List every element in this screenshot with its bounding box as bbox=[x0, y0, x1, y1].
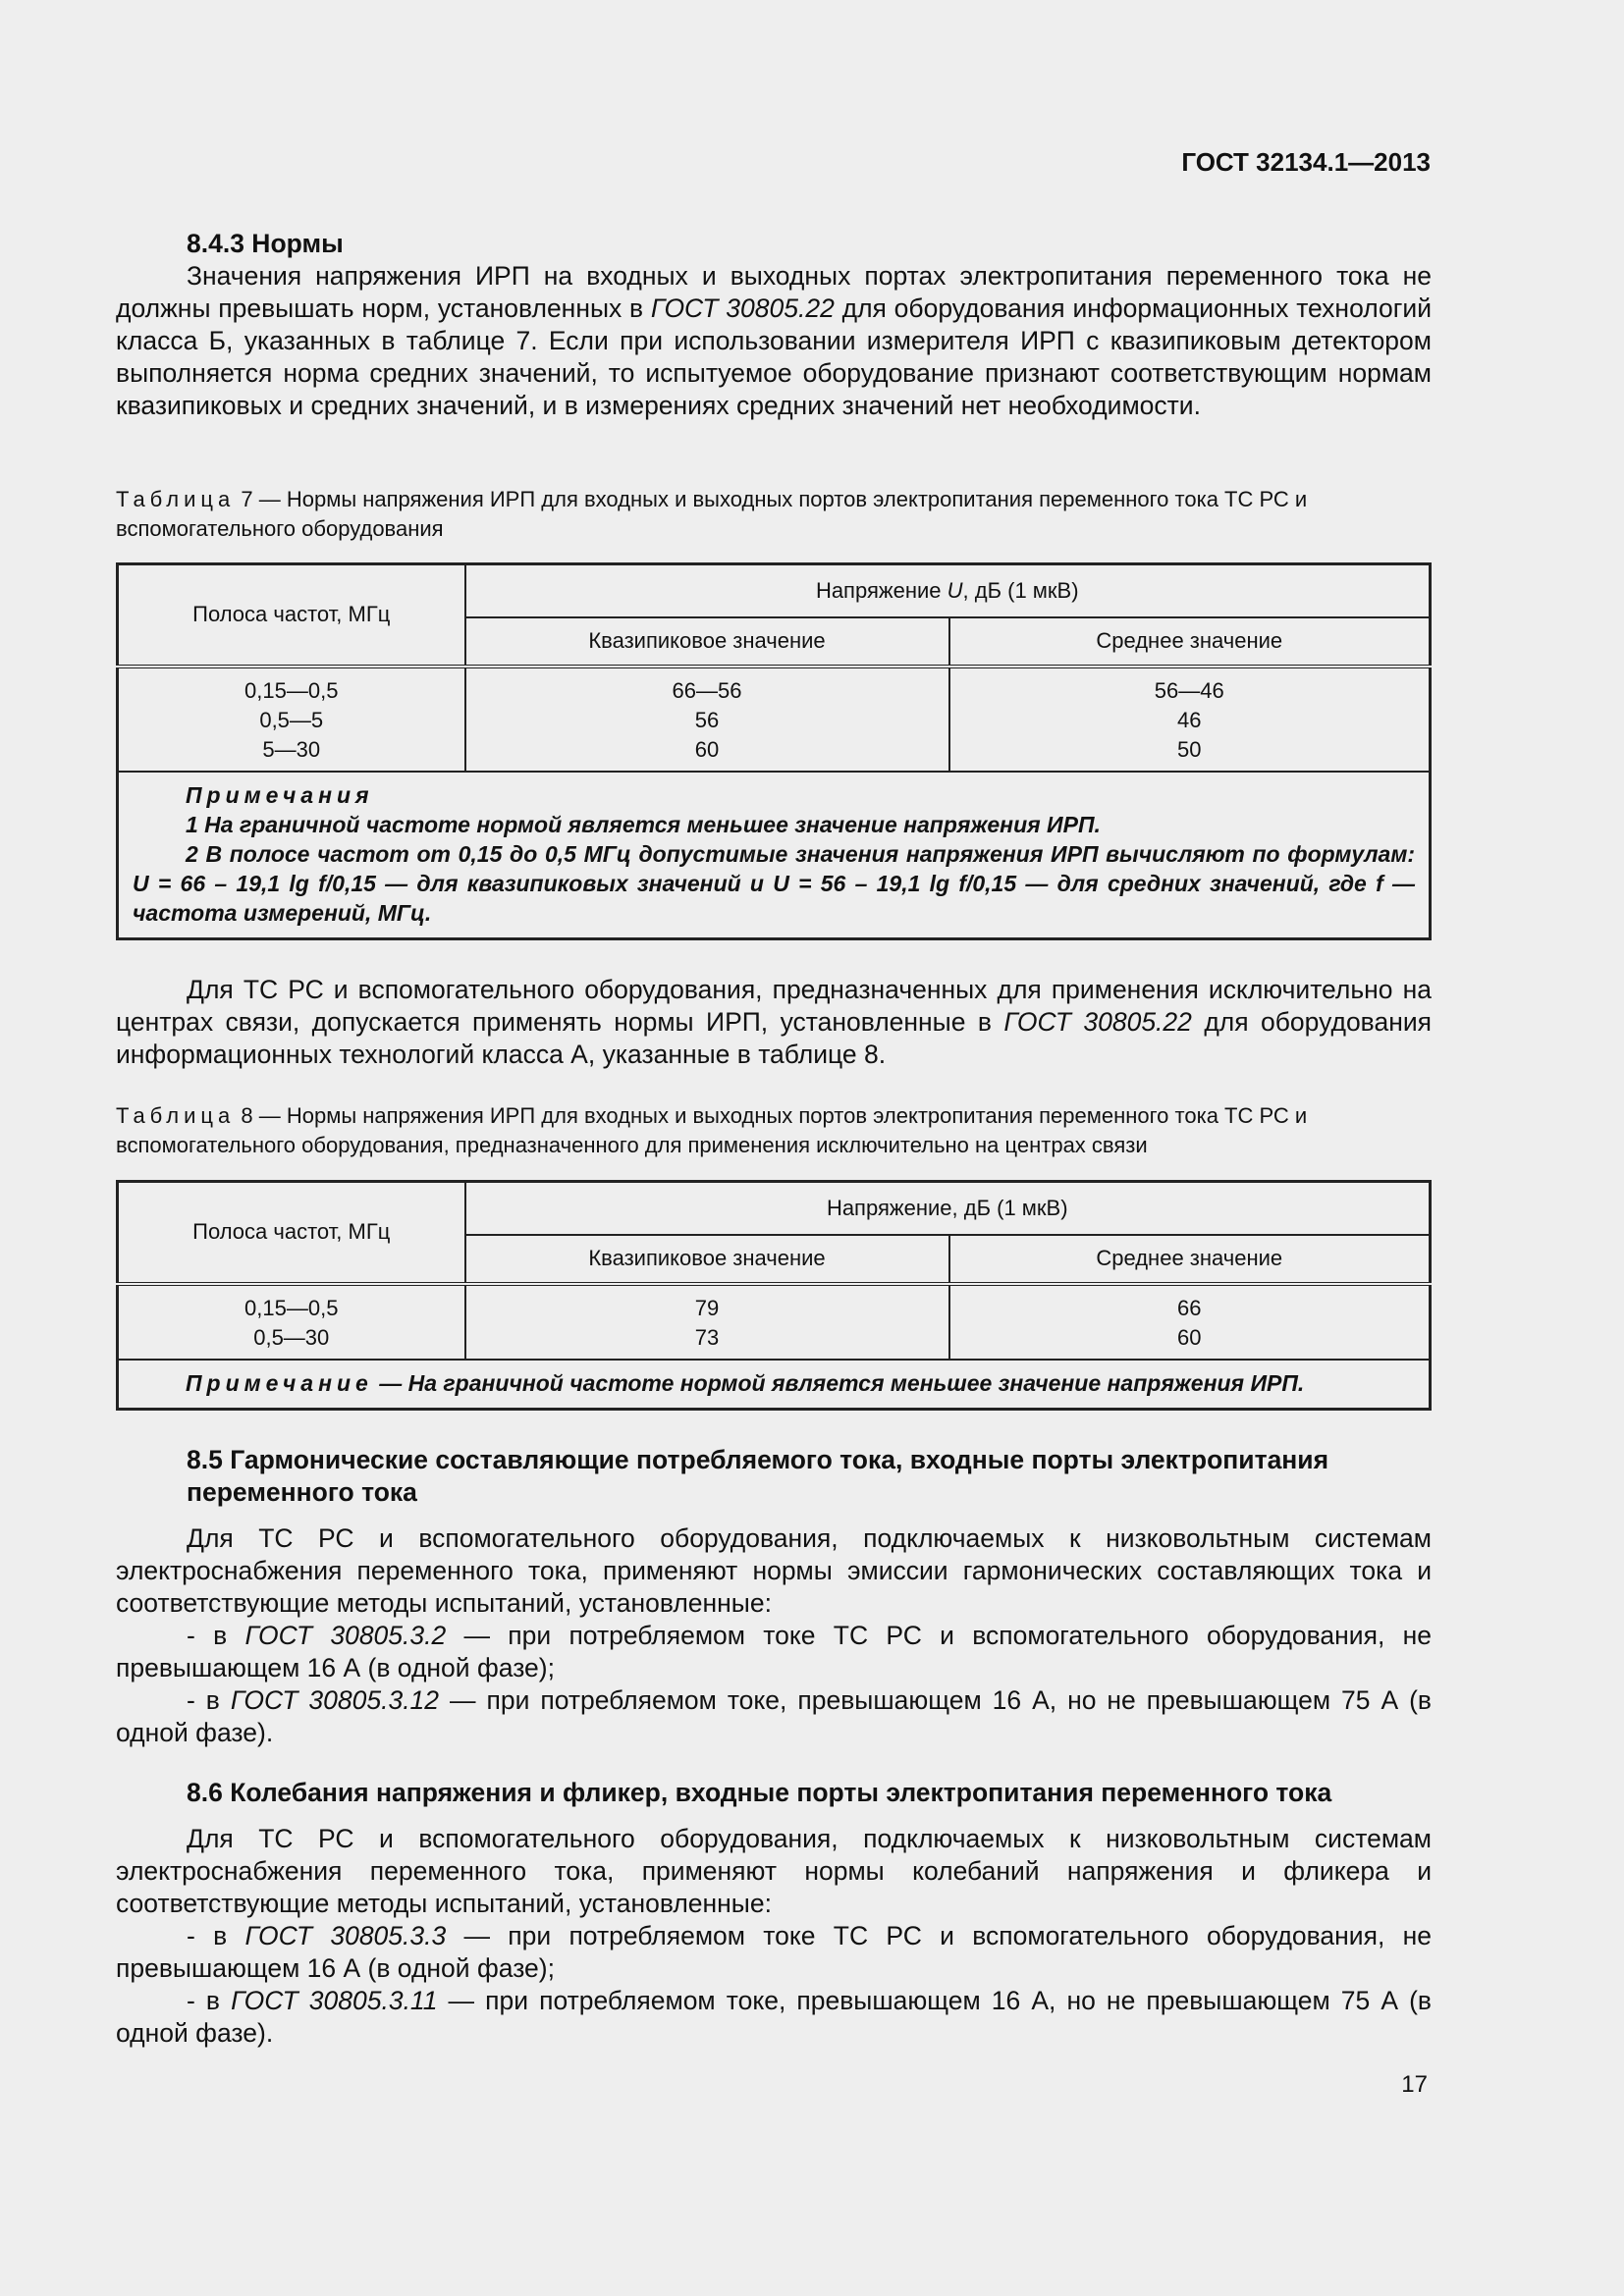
column-header: Квазипиковое значение bbox=[465, 617, 949, 667]
list-item: - в ГОСТ 30805.3.12 — при потребляемом токе, превышающем 16 А, но не превышающем 75 А (в одной фазе). bbox=[116, 1685, 1432, 1747]
page-number: 17 bbox=[1401, 2071, 1428, 2098]
table-7-caption: Таблица 7 — Нормы напряжения ИРП для входных и выходных портов электропитания переменного тока ТС РС и вспомогательного оборудования bbox=[116, 487, 1308, 541]
table-cell: 66—56 56 60 bbox=[465, 667, 949, 772]
standard-reference: ГОСТ 30805.3.3 bbox=[244, 1921, 447, 1950]
section-heading: 8.4.3 Нормы bbox=[187, 229, 344, 258]
table-8-caption: Таблица 8 — Нормы напряжения ИРП для входных и выходных портов электропитания переменного тока ТС РС и вспомогательного оборудования, предназначенного для применения исключительно на центрах связи bbox=[116, 1103, 1308, 1157]
paragraph: Для ТС РС и вспомогательного оборудования, подключаемых к низковольтным системам электроснабжения переменного тока, применяют нормы колебаний напряжения и фликера и соответствующие методы испытаний, установленные: bbox=[116, 1824, 1432, 1918]
section-8-5 bbox=[116, 1444, 1432, 1749]
list-item: - в ГОСТ 30805.3.3 — при потребляемом токе ТС РС и вспомогательного оборудования, не превышающем 16 А (в одной фазе); bbox=[116, 1921, 1432, 1983]
section-8-6 bbox=[116, 1777, 1432, 2050]
table-cell: 79 73 bbox=[465, 1284, 949, 1360]
standard-reference: ГОСТ 30805.3.2 bbox=[244, 1621, 447, 1650]
column-header: Среднее значение bbox=[949, 617, 1431, 667]
column-header: Напряжение U, дБ (1 мкВ) bbox=[465, 564, 1431, 617]
section-8-4-3 bbox=[116, 228, 1432, 422]
standard-reference: ГОСТ 30805.22 bbox=[650, 294, 835, 323]
column-header: Напряжение, дБ (1 мкВ) bbox=[465, 1182, 1431, 1235]
column-header: Полоса частот, МГц bbox=[118, 1182, 465, 1284]
table-cell: 0,15—0,5 0,5—5 5—30 bbox=[118, 667, 465, 772]
table-8 bbox=[116, 1180, 1432, 1411]
column-header: Полоса частот, МГц bbox=[118, 564, 465, 667]
table-note: Примечание — На граничной частоте нормой является меньшее значение напряжения ИРП. bbox=[118, 1360, 1431, 1410]
table-7 bbox=[116, 562, 1432, 940]
section-heading: 8.5 Гармонические составляющие потребляемого тока, входные порты электропитания переменного тока bbox=[187, 1445, 1329, 1507]
column-header: Квазипиковое значение bbox=[465, 1235, 949, 1284]
table-cell: 66 60 bbox=[949, 1284, 1431, 1360]
list-item: - в ГОСТ 30805.3.11 — при потребляемом токе, превышающем 16 А, но не превышающем 75 А (в одной фазе). bbox=[116, 1986, 1433, 2048]
paragraph: Значения напряжения ИРП на входных и выходных портах электропитания переменного тока не должны превышать норм, установленных в ГОСТ 30805.22 для оборудования информационных технологий класса Б, указанных в таблице 7. Если при использовании измерителя ИРП с квазипиковым детектором выполняется норма средних значений, то испытуемое оборудование признают соответствующим нормам квазипиковых и средних значений, и в измерениях средних значений нет необходимости. bbox=[116, 261, 1432, 420]
document-id: ГОСТ 32134.1—2013 bbox=[1181, 147, 1431, 177]
standard-reference: ГОСТ 30805.3.11 bbox=[231, 1986, 438, 2015]
paragraph: Для ТС РС и вспомогательного оборудования, подключаемых к низковольтным системам электроснабжения переменного тока, применяют нормы эмиссии гармонических составляющих тока и соответствующие методы испытаний, установленные: bbox=[116, 1523, 1432, 1618]
column-header: Среднее значение bbox=[949, 1235, 1431, 1284]
section-heading: 8.6 Колебания напряжения и фликер, входные порты электропитания переменного тока bbox=[187, 1778, 1332, 1807]
list-item: - в ГОСТ 30805.3.2 — при потребляемом токе ТС РС и вспомогательного оборудования, не превышающем 16 А (в одной фазе); bbox=[116, 1621, 1432, 1682]
standard-reference: ГОСТ 30805.3.12 bbox=[230, 1685, 440, 1715]
table-note: Примечания 1 На граничной частоте нормой является меньшее значение напряжения ИРП. 2 В полосе частот от 0,15 до 0,5 МГц допустимые значения напряжения ИРП вычисляют по формулам: U = 66 – 19,1 lg f/0,15 — для квазипиковых значений и U = 56 – 19,1 lg f/0,15 — для средних значений, где f — частота измерений, МГц. bbox=[118, 772, 1431, 939]
table-cell: 0,15—0,5 0,5—30 bbox=[118, 1284, 465, 1360]
table-cell: 56—46 46 50 bbox=[949, 667, 1431, 772]
standard-reference: ГОСТ 30805.22 bbox=[1003, 1007, 1192, 1037]
paragraph-table-8-intro: Для ТС РС и вспомогательного оборудования, предназначенных для применения исключительно на центрах связи, допускается применять нормы ИРП, установленные в ГОСТ 30805.22 для оборудования информационных технологий класса А, указанные в таблице 8. bbox=[116, 975, 1432, 1069]
